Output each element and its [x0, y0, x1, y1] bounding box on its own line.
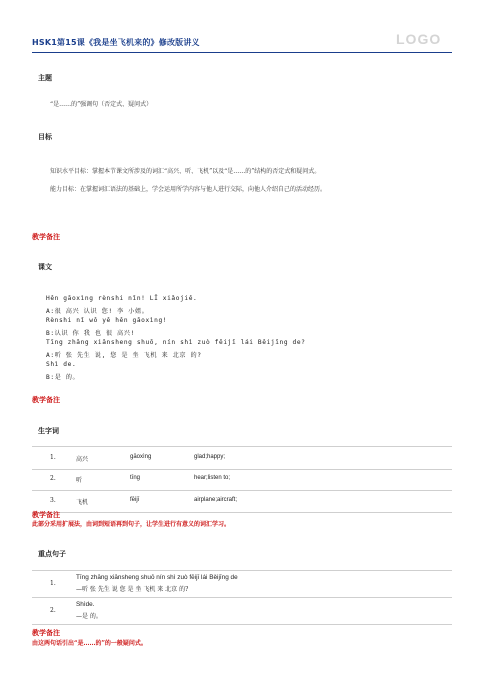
- vocab-hanzi: 听: [76, 477, 83, 484]
- teaching-note-label: 教学备注: [32, 628, 60, 637]
- dialogue-line: A:很 高兴 认识 您! 李 小姐。: [46, 308, 149, 315]
- teaching-note-label: 教学备注: [32, 232, 60, 241]
- sentence-hanzi: —听 张 先生 说 您 是 坐 飞机 来 北京 的?: [76, 586, 189, 593]
- sentence-pinyin: Shìde.: [76, 601, 95, 608]
- sentence-row: [32, 598, 452, 625]
- dialogue-line: A:听 张 先生 说, 您 是 坐 飞机 来 北京 的?: [46, 352, 202, 359]
- sentence-hanzi: —是 的。: [76, 613, 102, 620]
- vocab-english: glad;happy;: [194, 454, 226, 460]
- vocab-english: hear;listen to;: [194, 475, 231, 481]
- sentence-row: [32, 570, 452, 598]
- vocab-number: 3.: [50, 497, 56, 504]
- goals-heading: 目标: [38, 132, 52, 141]
- dialogue-line: B:认识 你 我 也 很 高兴!: [46, 330, 135, 337]
- topic-heading: 主题: [38, 73, 52, 82]
- topic-text: “是……的”强调句（否定式、疑问式）: [50, 101, 153, 108]
- vocab-pinyin: gāoxìng: [130, 454, 152, 460]
- vocab-hanzi: 飞机: [76, 499, 89, 506]
- dialogue-line: B:是 的。: [46, 374, 80, 381]
- vocab-row: [32, 446, 452, 470]
- sentences-heading: 重点句子: [38, 549, 66, 558]
- ability-goal: 能力目标：在掌握词汇语法的基础上，学会运用所学内容与他人进行交际，向他人介绍自己的活动经历。: [50, 186, 327, 193]
- dialogue-line: Shì de.: [46, 361, 77, 368]
- sentence-number: 2.: [50, 607, 56, 614]
- teaching-note-label: 教学备注: [32, 510, 60, 519]
- dialogue-line: Hěn gāoxìng rènshi nǐn! LǏ xiǎojiě.: [46, 295, 198, 302]
- vocab-pinyin: fēijī: [130, 497, 140, 503]
- vocab-number: 2.: [50, 475, 56, 482]
- vocab-row: [32, 490, 452, 513]
- vocab-pinyin: tīng: [130, 475, 141, 481]
- header-divider: [32, 52, 452, 53]
- vocab-number: 1.: [50, 454, 56, 461]
- text-heading: 课文: [38, 262, 52, 271]
- dialogue-line: Rènshi nǐ wǒ yě hěn gāoxìng!: [46, 317, 168, 324]
- document-title: HSK1第15课《我是坐飞机来的》修改版讲义: [32, 38, 200, 47]
- logo: LOGO: [396, 31, 442, 47]
- dialogue-line: Tīng zhāng xiānsheng shuō, nín shì zuò fēijī lái Běijīng de?: [46, 339, 306, 346]
- knowledge-goal: 知识水平目标：掌握本节课文所涉及的词汇“高兴、听、飞机”以及“是……的”结构的否定式和疑问式。: [50, 168, 321, 175]
- vocab-english: airplane;aircraft;: [194, 497, 238, 503]
- vocab-teaching-note: 此部分采用扩展法，由词到短语再到句子，让学生进行有意义的词汇学习。: [32, 521, 231, 528]
- sentence-pinyin: Tīng zhāng xiānsheng shuō nín shì zuò fēijī lái Běijīng de: [76, 574, 238, 581]
- vocab-hanzi: 高兴: [76, 456, 89, 463]
- teaching-note-label: 教学备注: [32, 395, 60, 404]
- vocab-heading: 生字词: [38, 426, 59, 435]
- sentence-number: 1.: [50, 580, 56, 587]
- sentence-teaching-note: 由这两句话引出“是……的”的一般疑问式。: [32, 640, 147, 647]
- vocab-row: [32, 468, 452, 491]
